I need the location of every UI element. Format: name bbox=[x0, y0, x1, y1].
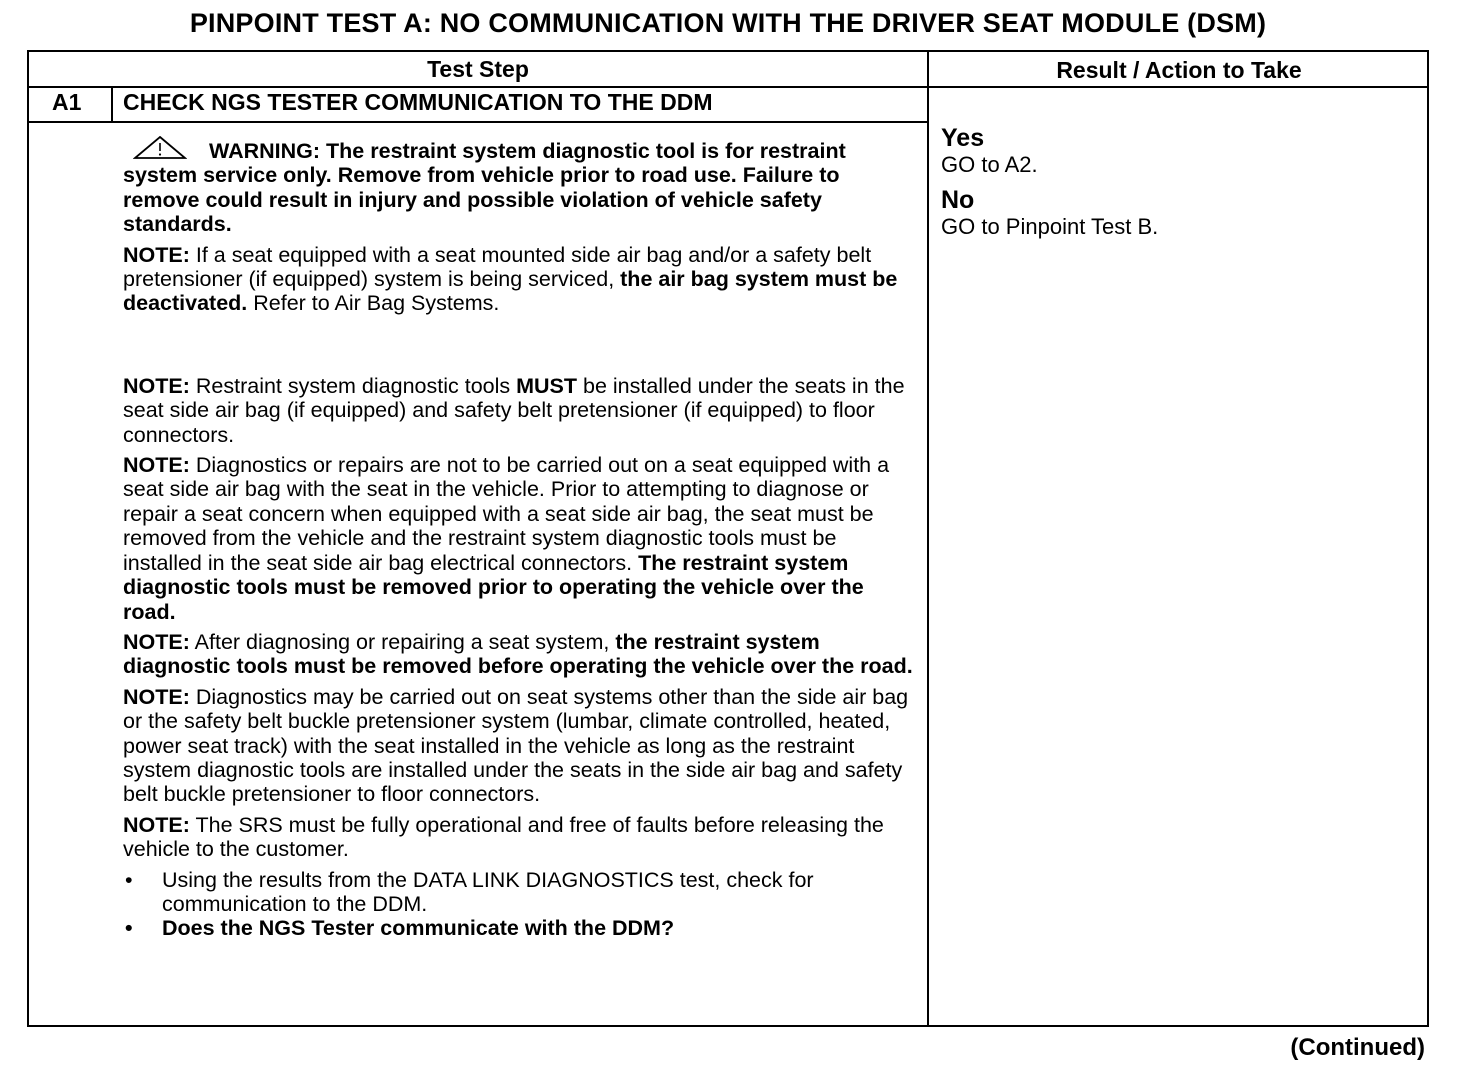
note-text-tail: be installed under the seats in the seat side air bag (if equipped) and safety belt pretensioner (if equipped) to floor connectors. bbox=[123, 373, 905, 447]
warning-text: WARNING: The restraint system diagnostic tool is for restraint system service only. Remove from vehicle prior to road use. Failure to remove could result in injury and possible violation of vehicle safety standards. bbox=[123, 139, 846, 237]
bullet-icon: • bbox=[125, 867, 133, 892]
note-bold-text: the air bag system must be deactivated. bbox=[123, 267, 898, 316]
no-action: GO to Pinpoint Test B. bbox=[941, 214, 1159, 239]
bullet-item-1 bbox=[123, 868, 913, 917]
note-text: After diagnosing or repairing a seat system, bbox=[189, 629, 610, 654]
note-3 bbox=[123, 453, 913, 624]
bullet-icon: • bbox=[125, 916, 133, 941]
header-result-action: Result / Action to Take bbox=[1056, 57, 1302, 83]
warning-triangle-icon bbox=[133, 136, 187, 160]
note-text: If a seat equipped with a seat mounted side air bag and/or a safety belt pretensioner (if equipped) system is being serviced, bbox=[123, 242, 872, 292]
note-bold-text: MUST bbox=[510, 373, 578, 398]
note-bold-text: The restraint system diagnostic tools must be removed prior to operating the vehicle over the road. bbox=[123, 550, 864, 624]
note-text: The SRS must be fully operational and free of faults before releasing the vehicle to the customer. bbox=[123, 812, 884, 862]
step-title: CHECK NGS TESTER COMMUNICATION TO THE DDM bbox=[123, 89, 713, 115]
continued-label: (Continued) bbox=[1290, 1034, 1425, 1061]
column-divider bbox=[927, 50, 929, 1027]
note-label: NOTE: bbox=[123, 684, 190, 709]
note-5 bbox=[123, 685, 913, 807]
note-1 bbox=[123, 243, 913, 316]
yes-action: GO to A2. bbox=[941, 152, 1038, 177]
yes-label: Yes bbox=[941, 124, 985, 152]
note-text-tail: Refer to Air Bag Systems. bbox=[247, 291, 500, 316]
note-label: NOTE: bbox=[123, 453, 190, 478]
note-text: Diagnostics or repairs are not to be carried out on a seat equipped with a seat side air bag with the seat in the vehicle. Prior to attempting to diagnose or repair a seat concern when equipped with a seat side air bag, the seat must be removed from the vehicle and the restraint system diagnostic tools must be installed in the seat side air bag electrical connectors. bbox=[123, 453, 890, 575]
bullet-question: Does the NGS Tester communicate with the DDM? bbox=[162, 916, 675, 941]
header-divider bbox=[27, 86, 1429, 88]
note-text: Restraint system diagnostic tools bbox=[189, 373, 511, 398]
header-test-step: Test Step bbox=[427, 56, 529, 82]
result-actions bbox=[941, 124, 1411, 248]
step-title-divider bbox=[27, 121, 928, 123]
note-label: NOTE: bbox=[123, 373, 190, 398]
note-label: NOTE: bbox=[123, 812, 190, 837]
note-label: NOTE: bbox=[123, 242, 190, 267]
note-4 bbox=[123, 630, 913, 679]
note-text: Diagnostics may be carried out on seat systems other than the side air bag or the safety belt buckle pretensioner system (lumbar, climate controlled, heated, power seat track) with the seat installed in the vehicle as long as the restraint system diagnostic tools are installed under the seats in the side air bag and safety belt buckle pretensioner to floor connectors. bbox=[123, 684, 909, 807]
warning-paragraph bbox=[123, 136, 913, 237]
bullet-text: Using the results from the DATA LINK DIAGNOSTICS test, check for communication to the DDM. bbox=[162, 867, 814, 916]
page-title: PINPOINT TEST A: NO COMMUNICATION WITH THE DRIVER SEAT MODULE (DSM) bbox=[189, 8, 1267, 38]
step-body bbox=[123, 136, 913, 941]
bullet-item-2 bbox=[123, 916, 913, 940]
note-6 bbox=[123, 813, 913, 862]
no-label: No bbox=[941, 186, 975, 214]
note-bold-text: the restraint system diagnostic tools must be removed before operating the vehicle over the road. bbox=[123, 629, 913, 679]
step-id: A1 bbox=[52, 89, 82, 115]
note-2 bbox=[123, 374, 913, 447]
note-label: NOTE: bbox=[123, 629, 190, 654]
step-id-divider bbox=[111, 86, 113, 122]
